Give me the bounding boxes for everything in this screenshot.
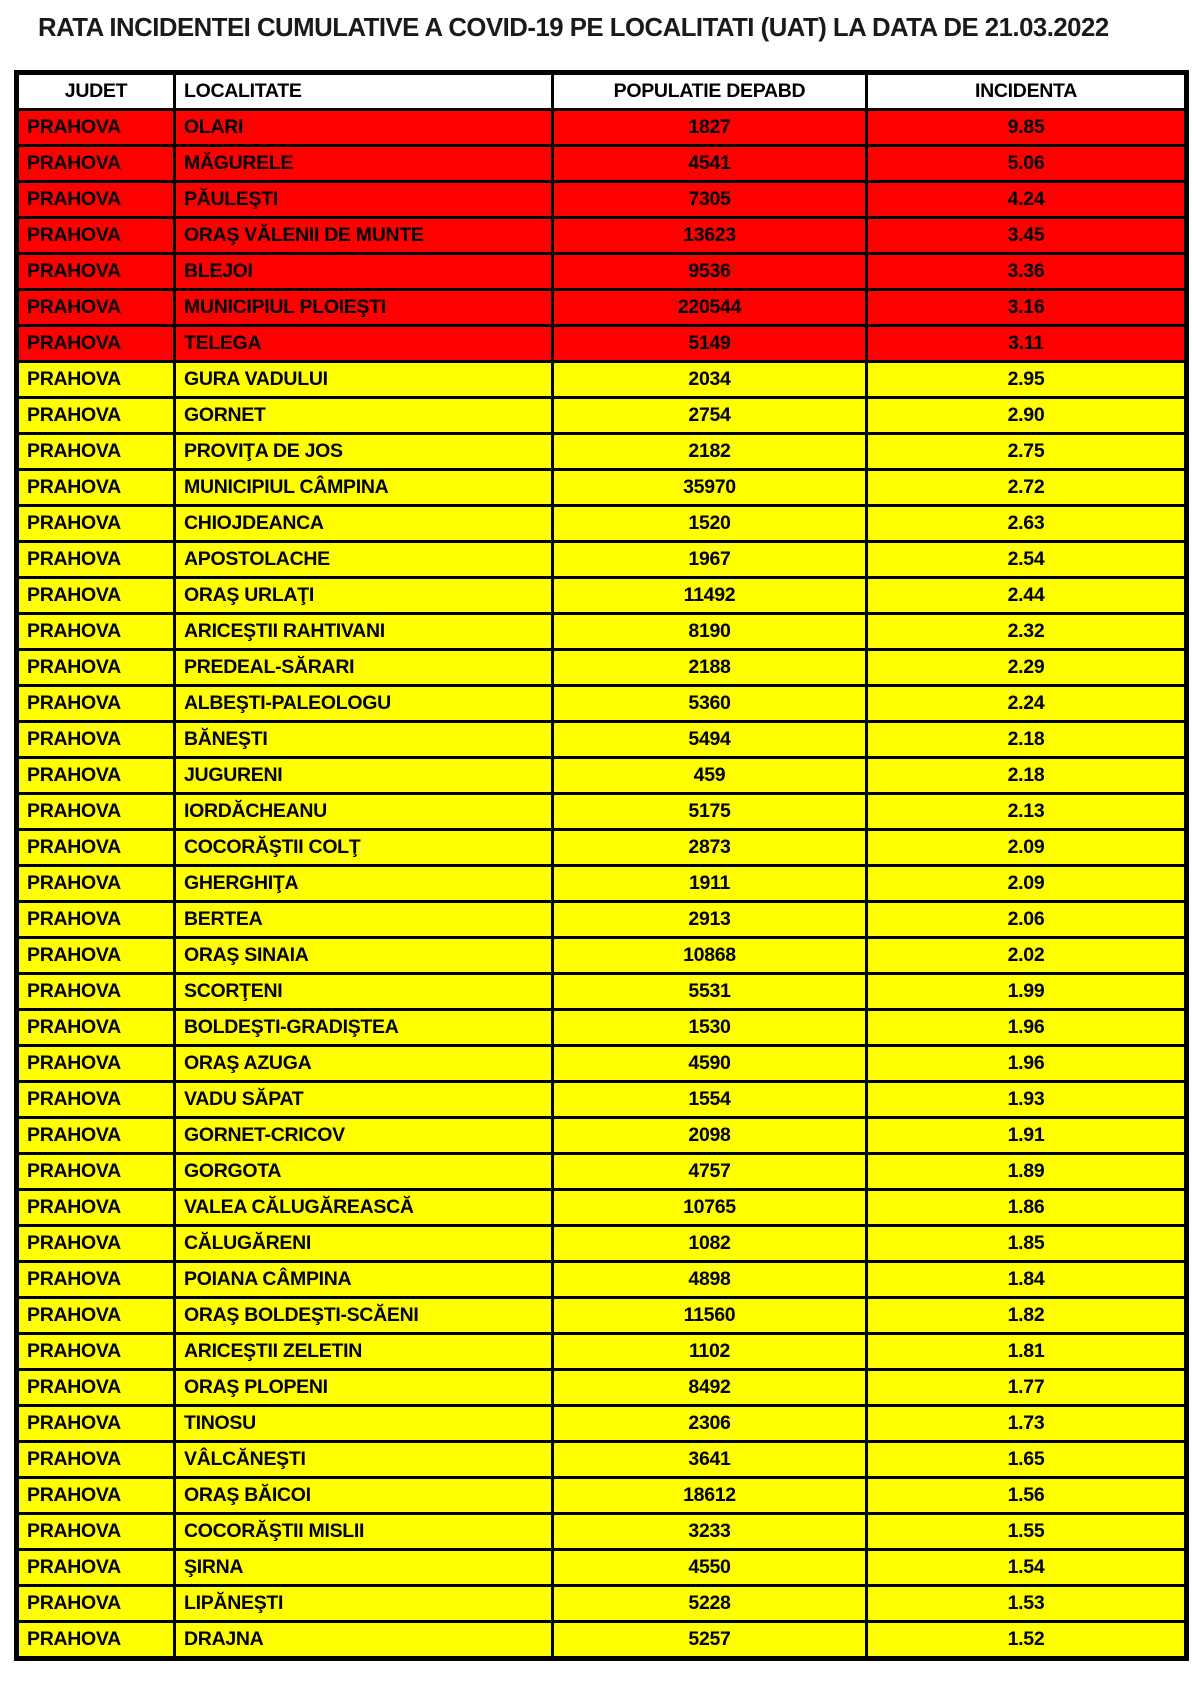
cell-judet: PRAHOVA [17,866,175,902]
cell-judet: PRAHOVA [17,1370,175,1406]
cell-incidenta: 2.63 [867,506,1187,542]
table-row [17,902,1187,938]
cell-judet: PRAHOVA [17,1586,175,1622]
cell-populatie: 2182 [553,434,867,470]
cell-localitate: PREDEAL-SĂRARI [175,650,553,686]
cell-populatie: 5257 [553,1622,867,1659]
cell-populatie: 2034 [553,362,867,398]
cell-incidenta: 1.96 [867,1010,1187,1046]
cell-localitate: GORNET-CRICOV [175,1118,553,1154]
table-row [17,1478,1187,1514]
cell-judet: PRAHOVA [17,902,175,938]
cell-localitate: POIANA CÂMPINA [175,1262,553,1298]
table-row [17,146,1187,182]
cell-incidenta: 1.99 [867,974,1187,1010]
cell-localitate: DRAJNA [175,1622,553,1659]
cell-incidenta: 1.84 [867,1262,1187,1298]
table-row [17,866,1187,902]
cell-judet: PRAHOVA [17,182,175,218]
cell-populatie: 4541 [553,146,867,182]
cell-localitate: APOSTOLACHE [175,542,553,578]
table-row [17,254,1187,290]
cell-incidenta: 1.52 [867,1622,1187,1659]
cell-judet: PRAHOVA [17,1478,175,1514]
cell-localitate: VALEA CĂLUGĂREASCĂ [175,1190,553,1226]
cell-judet: PRAHOVA [17,830,175,866]
cell-incidenta: 9.85 [867,110,1187,146]
cell-incidenta: 1.96 [867,1046,1187,1082]
cell-incidenta: 2.29 [867,650,1187,686]
cell-localitate: ARICEŞTII RAHTIVANI [175,614,553,650]
cell-localitate: ORAŞ PLOPENI [175,1370,553,1406]
cell-localitate: BLEJOI [175,254,553,290]
cell-populatie: 1554 [553,1082,867,1118]
cell-incidenta: 1.54 [867,1550,1187,1586]
cell-incidenta: 1.77 [867,1370,1187,1406]
cell-localitate: GURA VADULUI [175,362,553,398]
table-row [17,1010,1187,1046]
cell-populatie: 2873 [553,830,867,866]
cell-localitate: ORAŞ SINAIA [175,938,553,974]
cell-populatie: 2188 [553,650,867,686]
cell-populatie: 4757 [553,1154,867,1190]
incidence-table [14,70,1189,1661]
cell-incidenta: 1.81 [867,1334,1187,1370]
cell-judet: PRAHOVA [17,974,175,1010]
cell-incidenta: 2.95 [867,362,1187,398]
table-row [17,1550,1187,1586]
cell-judet: PRAHOVA [17,398,175,434]
cell-incidenta: 2.44 [867,578,1187,614]
cell-incidenta: 5.06 [867,146,1187,182]
cell-localitate: ALBEŞTI-PALEOLOGU [175,686,553,722]
cell-incidenta: 2.18 [867,722,1187,758]
cell-localitate: CĂLUGĂRENI [175,1226,553,1262]
cell-incidenta: 2.54 [867,542,1187,578]
cell-judet: PRAHOVA [17,1190,175,1226]
cell-localitate: ORAŞ URLAŢI [175,578,553,614]
cell-judet: PRAHOVA [17,938,175,974]
table-row [17,434,1187,470]
cell-judet: PRAHOVA [17,1334,175,1370]
cell-localitate: IORDĂCHEANU [175,794,553,830]
table-row [17,1118,1187,1154]
table-row [17,758,1187,794]
cell-judet: PRAHOVA [17,1406,175,1442]
header-judet: JUDET [17,73,175,110]
cell-populatie: 2306 [553,1406,867,1442]
table-row [17,614,1187,650]
cell-judet: PRAHOVA [17,362,175,398]
table-row [17,218,1187,254]
cell-localitate: MUNICIPIUL PLOIEŞTI [175,290,553,326]
cell-judet: PRAHOVA [17,1118,175,1154]
cell-incidenta: 3.36 [867,254,1187,290]
cell-localitate: TINOSU [175,1406,553,1442]
cell-populatie: 1082 [553,1226,867,1262]
cell-judet: PRAHOVA [17,506,175,542]
cell-populatie: 1967 [553,542,867,578]
cell-incidenta: 2.32 [867,614,1187,650]
cell-judet: PRAHOVA [17,1442,175,1478]
cell-incidenta: 1.85 [867,1226,1187,1262]
cell-populatie: 5531 [553,974,867,1010]
cell-judet: PRAHOVA [17,1046,175,1082]
cell-incidenta: 1.73 [867,1406,1187,1442]
cell-incidenta: 1.91 [867,1118,1187,1154]
page-title: RATA INCIDENTEI CUMULATIVE A COVID-19 PE LOCALITATI (UAT) LA DATA DE 21.03.2022 [38,12,1109,42]
header-populatie: POPULATIE DEPABD [553,73,867,110]
cell-localitate: ORAŞ BĂICOI [175,1478,553,1514]
cell-localitate: GHERGHIŢA [175,866,553,902]
cell-localitate: ARICEŞTII ZELETIN [175,1334,553,1370]
cell-populatie: 35970 [553,470,867,506]
table-row [17,470,1187,506]
cell-judet: PRAHOVA [17,1622,175,1659]
cell-incidenta: 3.11 [867,326,1187,362]
table-row [17,974,1187,1010]
table-row [17,542,1187,578]
table-row [17,1154,1187,1190]
cell-incidenta: 1.65 [867,1442,1187,1478]
cell-localitate: OLARI [175,110,553,146]
cell-populatie: 1911 [553,866,867,902]
table-row [17,1262,1187,1298]
cell-incidenta: 1.82 [867,1298,1187,1334]
cell-judet: PRAHOVA [17,434,175,470]
table-row [17,830,1187,866]
cell-judet: PRAHOVA [17,1262,175,1298]
cell-judet: PRAHOVA [17,326,175,362]
cell-populatie: 3233 [553,1514,867,1550]
cell-localitate: BERTEA [175,902,553,938]
cell-populatie: 13623 [553,218,867,254]
table-row [17,1370,1187,1406]
table-row [17,362,1187,398]
cell-populatie: 10765 [553,1190,867,1226]
cell-incidenta: 1.55 [867,1514,1187,1550]
table-row [17,1622,1187,1659]
table-row [17,1046,1187,1082]
cell-populatie: 4590 [553,1046,867,1082]
cell-incidenta: 2.72 [867,470,1187,506]
cell-localitate: MĂGURELE [175,146,553,182]
cell-localitate: VÂLCĂNEŞTI [175,1442,553,1478]
cell-localitate: ORAŞ VĂLENII DE MUNTE [175,218,553,254]
table-row [17,110,1187,146]
cell-populatie: 1530 [553,1010,867,1046]
cell-localitate: SCORŢENI [175,974,553,1010]
cell-incidenta: 2.13 [867,794,1187,830]
cell-judet: PRAHOVA [17,470,175,506]
table-row [17,1226,1187,1262]
cell-incidenta: 2.75 [867,434,1187,470]
table-row [17,1406,1187,1442]
cell-judet: PRAHOVA [17,794,175,830]
table-row [17,506,1187,542]
cell-judet: PRAHOVA [17,1298,175,1334]
cell-populatie: 18612 [553,1478,867,1514]
cell-judet: PRAHOVA [17,1082,175,1118]
header-localitate: LOCALITATE [175,73,553,110]
table-row [17,326,1187,362]
table-row [17,290,1187,326]
table-row [17,938,1187,974]
cell-localitate: PROVIŢA DE JOS [175,434,553,470]
cell-populatie: 11560 [553,1298,867,1334]
cell-judet: PRAHOVA [17,650,175,686]
cell-judet: PRAHOVA [17,722,175,758]
table-header-row [17,73,1187,110]
cell-judet: PRAHOVA [17,1010,175,1046]
cell-judet: PRAHOVA [17,542,175,578]
table-row [17,650,1187,686]
cell-populatie: 4550 [553,1550,867,1586]
cell-localitate: COCORĂŞTII COLŢ [175,830,553,866]
table-row [17,794,1187,830]
cell-incidenta: 4.24 [867,182,1187,218]
table-row [17,722,1187,758]
cell-judet: PRAHOVA [17,1226,175,1262]
header-incidenta: INCIDENTA [867,73,1187,110]
cell-judet: PRAHOVA [17,1514,175,1550]
cell-incidenta: 2.09 [867,866,1187,902]
cell-localitate: MUNICIPIUL CÂMPINA [175,470,553,506]
cell-populatie: 220544 [553,290,867,326]
cell-populatie: 9536 [553,254,867,290]
cell-incidenta: 3.16 [867,290,1187,326]
table-row [17,1298,1187,1334]
cell-localitate: VADU SĂPAT [175,1082,553,1118]
table-row [17,1190,1187,1226]
cell-localitate: COCORĂŞTII MISLII [175,1514,553,1550]
cell-judet: PRAHOVA [17,110,175,146]
table-row [17,1442,1187,1478]
cell-localitate: BĂNEŞTI [175,722,553,758]
table-row [17,398,1187,434]
cell-localitate: BOLDEŞTI-GRADIŞTEA [175,1010,553,1046]
table-row [17,686,1187,722]
cell-incidenta: 1.89 [867,1154,1187,1190]
cell-localitate: LIPĂNEŞTI [175,1586,553,1622]
cell-localitate: ORAŞ BOLDEŞTI-SCĂENI [175,1298,553,1334]
table-row [17,1334,1187,1370]
cell-incidenta: 2.02 [867,938,1187,974]
cell-judet: PRAHOVA [17,1154,175,1190]
cell-incidenta: 2.24 [867,686,1187,722]
cell-localitate: ORAŞ AZUGA [175,1046,553,1082]
cell-populatie: 459 [553,758,867,794]
cell-judet: PRAHOVA [17,578,175,614]
cell-populatie: 1520 [553,506,867,542]
cell-populatie: 2754 [553,398,867,434]
table-row [17,1586,1187,1622]
cell-populatie: 3641 [553,1442,867,1478]
cell-populatie: 2913 [553,902,867,938]
cell-populatie: 5228 [553,1586,867,1622]
cell-localitate: JUGURENI [175,758,553,794]
cell-incidenta: 2.90 [867,398,1187,434]
cell-populatie: 5494 [553,722,867,758]
cell-judet: PRAHOVA [17,614,175,650]
cell-judet: PRAHOVA [17,686,175,722]
cell-incidenta: 3.45 [867,218,1187,254]
table-row [17,1514,1187,1550]
cell-judet: PRAHOVA [17,146,175,182]
cell-populatie: 5149 [553,326,867,362]
cell-judet: PRAHOVA [17,254,175,290]
table-row [17,182,1187,218]
cell-populatie: 11492 [553,578,867,614]
cell-populatie: 2098 [553,1118,867,1154]
cell-incidenta: 1.53 [867,1586,1187,1622]
cell-populatie: 8492 [553,1370,867,1406]
cell-localitate: TELEGA [175,326,553,362]
cell-judet: PRAHOVA [17,290,175,326]
cell-populatie: 10868 [553,938,867,974]
cell-populatie: 7305 [553,182,867,218]
cell-incidenta: 2.09 [867,830,1187,866]
cell-judet: PRAHOVA [17,218,175,254]
cell-judet: PRAHOVA [17,1550,175,1586]
cell-incidenta: 1.86 [867,1190,1187,1226]
cell-localitate: ŞIRNA [175,1550,553,1586]
cell-populatie: 1102 [553,1334,867,1370]
cell-localitate: PĂULEŞTI [175,182,553,218]
cell-incidenta: 2.18 [867,758,1187,794]
table-row [17,578,1187,614]
cell-incidenta: 1.93 [867,1082,1187,1118]
table-body [17,110,1187,1659]
cell-localitate: CHIOJDEANCA [175,506,553,542]
cell-populatie: 4898 [553,1262,867,1298]
cell-populatie: 5175 [553,794,867,830]
cell-localitate: GORNET [175,398,553,434]
cell-localitate: GORGOTA [175,1154,553,1190]
cell-incidenta: 1.56 [867,1478,1187,1514]
cell-populatie: 5360 [553,686,867,722]
cell-incidenta: 2.06 [867,902,1187,938]
table-row [17,1082,1187,1118]
cell-populatie: 1827 [553,110,867,146]
cell-populatie: 8190 [553,614,867,650]
cell-judet: PRAHOVA [17,758,175,794]
